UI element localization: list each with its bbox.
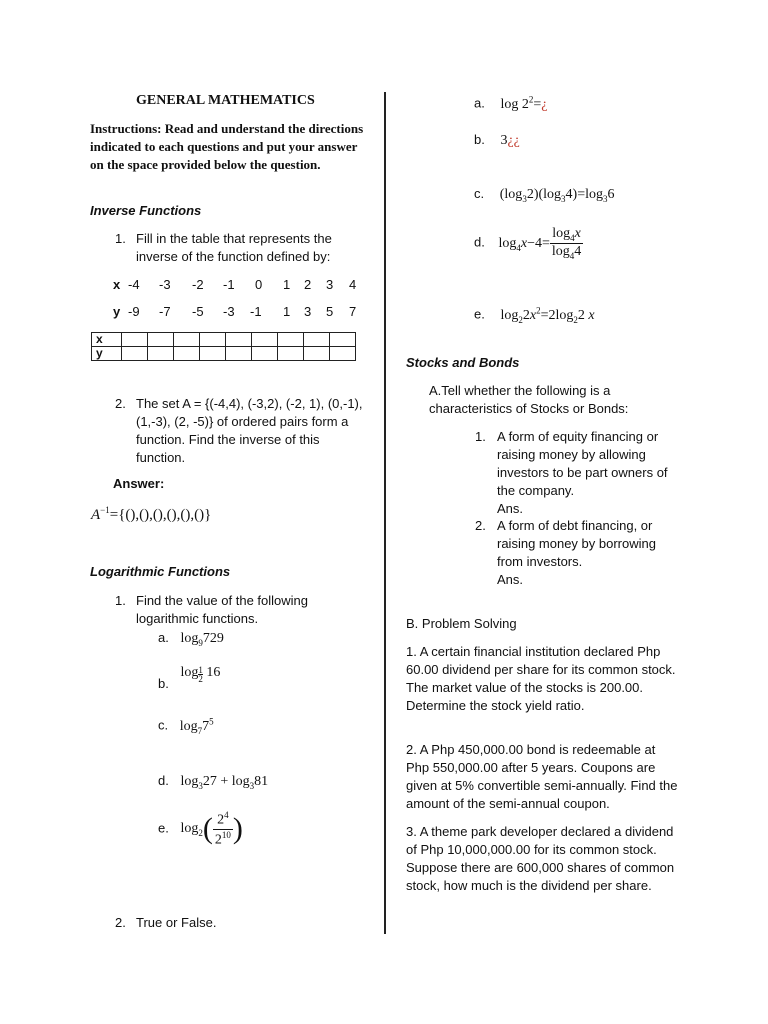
x-value: 0 [255,277,263,292]
table-cell[interactable] [304,333,330,347]
x-row-label: x [113,277,121,292]
log-heading: Logarithmic Functions [90,564,231,579]
table-cell[interactable] [200,347,226,361]
answer-label: Answer: [113,476,165,491]
y-value: 7 [349,304,357,319]
table-cell[interactable] [122,347,148,361]
table-cell[interactable] [304,347,330,361]
page-title: GENERAL MATHEMATICS [136,93,315,108]
answer-formula: $A^{-1}=\{(),(),(),(),(),()\}$ [91,505,212,523]
table-cell[interactable] [148,333,174,347]
log-q1: 1. Find the value of the following logarithmic functions. [115,592,345,628]
table-cell[interactable] [226,347,252,361]
table-cell[interactable] [252,333,278,347]
prop-item-c: c. $(\log_32)(\log_34)=\log_36$ [474,186,615,204]
log-item-e: e. $\log_2$( $\frac{2^4}{2^{10}}$ ) [158,810,243,848]
log-item-a: a. $\log_9729$ [158,630,224,648]
table-cell[interactable] [174,347,200,361]
part-b-heading: B. Problem Solving [406,616,517,631]
stocks-q1: 1. A form of equity financing or raising money by allowing investors to be part owners of the company. Ans. [475,428,675,518]
inverse-q1-text: Fill in the table that represents the inverse of the function defined by: [136,231,332,264]
problem-2: 2. A Php 450,000.00 bond is redeemable at Php 550,000.00 after 5 years. Coupons are given at 5% convertible semi-annually. Find the amount of the semi-annual coupon. [406,742,678,811]
instructions: Instructions: Read and understand the directions indicated to each questions and put your answer on the space provided below the question. [90,121,364,172]
table-cell[interactable] [330,333,356,347]
answer-line: Ans. [497,501,524,516]
table-cell[interactable] [278,333,304,347]
inverse-q1: 1. Fill in the table that represents the inverse of the function defined by: [115,230,375,266]
table-y-label: y [92,347,122,361]
table-cell[interactable] [200,333,226,347]
column-divider [384,92,386,934]
prop-item-e: e. $\log_22x^2=2\log_22$ x [474,305,595,325]
stocks-q1-text: A form of equity financing or raising money by allowing investors to be part owners of the company. [497,429,668,498]
table-cell[interactable] [278,347,304,361]
inverse-table-x-row [92,333,356,347]
x-value: -4 [128,277,140,292]
problem-1: 1. A certain financial institution declared Php 60.00 dividend per share for its common stock. The market value of the stocks is 200.00. Determine the stock yield ratio. [406,644,676,713]
x-value: 3 [326,277,334,292]
inverse-table [91,332,356,361]
prop-item-d: d. $\log_4x-4=$ $\frac{\log_4x}{\log_44}$ [474,226,582,261]
table-cell[interactable] [330,347,356,361]
table-cell[interactable] [252,347,278,361]
x-value: -3 [159,277,171,292]
inverse-q2: 2. The set A = {(-4,4), (-3,2), (-2, 1), (0,-1), (1,-3), (2, -5)} of ordered pairs form a function. Find the inverse of this function. [115,395,365,467]
y-value: 1 [283,304,291,319]
answer-line: Ans. [497,572,524,587]
stocks-heading: Stocks and Bonds [406,355,520,370]
part-a-intro: A.Tell whether the following is a characteristics of Stocks or Bonds: [429,383,629,416]
log-q1-text: Find the value of the following logarithmic functions. [136,593,308,626]
table-x-label: x [92,333,122,347]
x-value: 4 [349,277,357,292]
y-value: -1 [250,304,262,319]
y-value: -9 [128,304,140,319]
stocks-q2: 2. A form of debt financing, or raising money by borrowing from investors. Ans. [475,517,675,589]
log-item-d: d. $\log_327 + \log_381$ [158,773,269,791]
problem-3: 3. A theme park developer declared a dividend of Php 10,000,000.00 for its common stock. Suppose there are 600,000 shares of common stock, how much is the dividend per share. [406,824,675,893]
table-cell[interactable] [122,333,148,347]
inverse-table-y-row [92,347,356,361]
x-value: -2 [192,277,204,292]
y-value: -5 [192,304,204,319]
prop-item-b: b. 3¿¿ [474,132,520,148]
y-value: -3 [223,304,235,319]
table-cell[interactable] [148,347,174,361]
inverse-q2-text: The set A = {(-4,4), (-3,2), (-2, 1), (0,-1), (1,-3), (2, -5)} of ordered pairs form a function. Find the inverse of this function. [136,396,363,465]
y-value: 3 [304,304,312,319]
x-value: -1 [223,277,235,292]
y-row-label: y [113,304,121,319]
log-item-c: c. $\log_77^5$ [158,716,214,736]
answer-formula-text: ={(),(),(),(),(),()} [109,507,212,523]
x-value: 2 [304,277,312,292]
prop-item-a: a. $\log 2^2=¿$ [474,94,548,112]
y-value: -7 [159,304,171,319]
stocks-q2-text: A form of debt financing, or raising money by borrowing from investors. [497,518,656,569]
log-q2: 2. True or False. [115,915,217,930]
x-value: 1 [283,277,291,292]
log-q2-text: True or False. [136,915,217,930]
y-value: 5 [326,304,334,319]
table-cell[interactable] [174,333,200,347]
inverse-heading: Inverse Functions [90,203,202,218]
log-item-b: b. log $\frac{1}{2}$ 16 [158,665,221,691]
table-cell[interactable] [226,333,252,347]
